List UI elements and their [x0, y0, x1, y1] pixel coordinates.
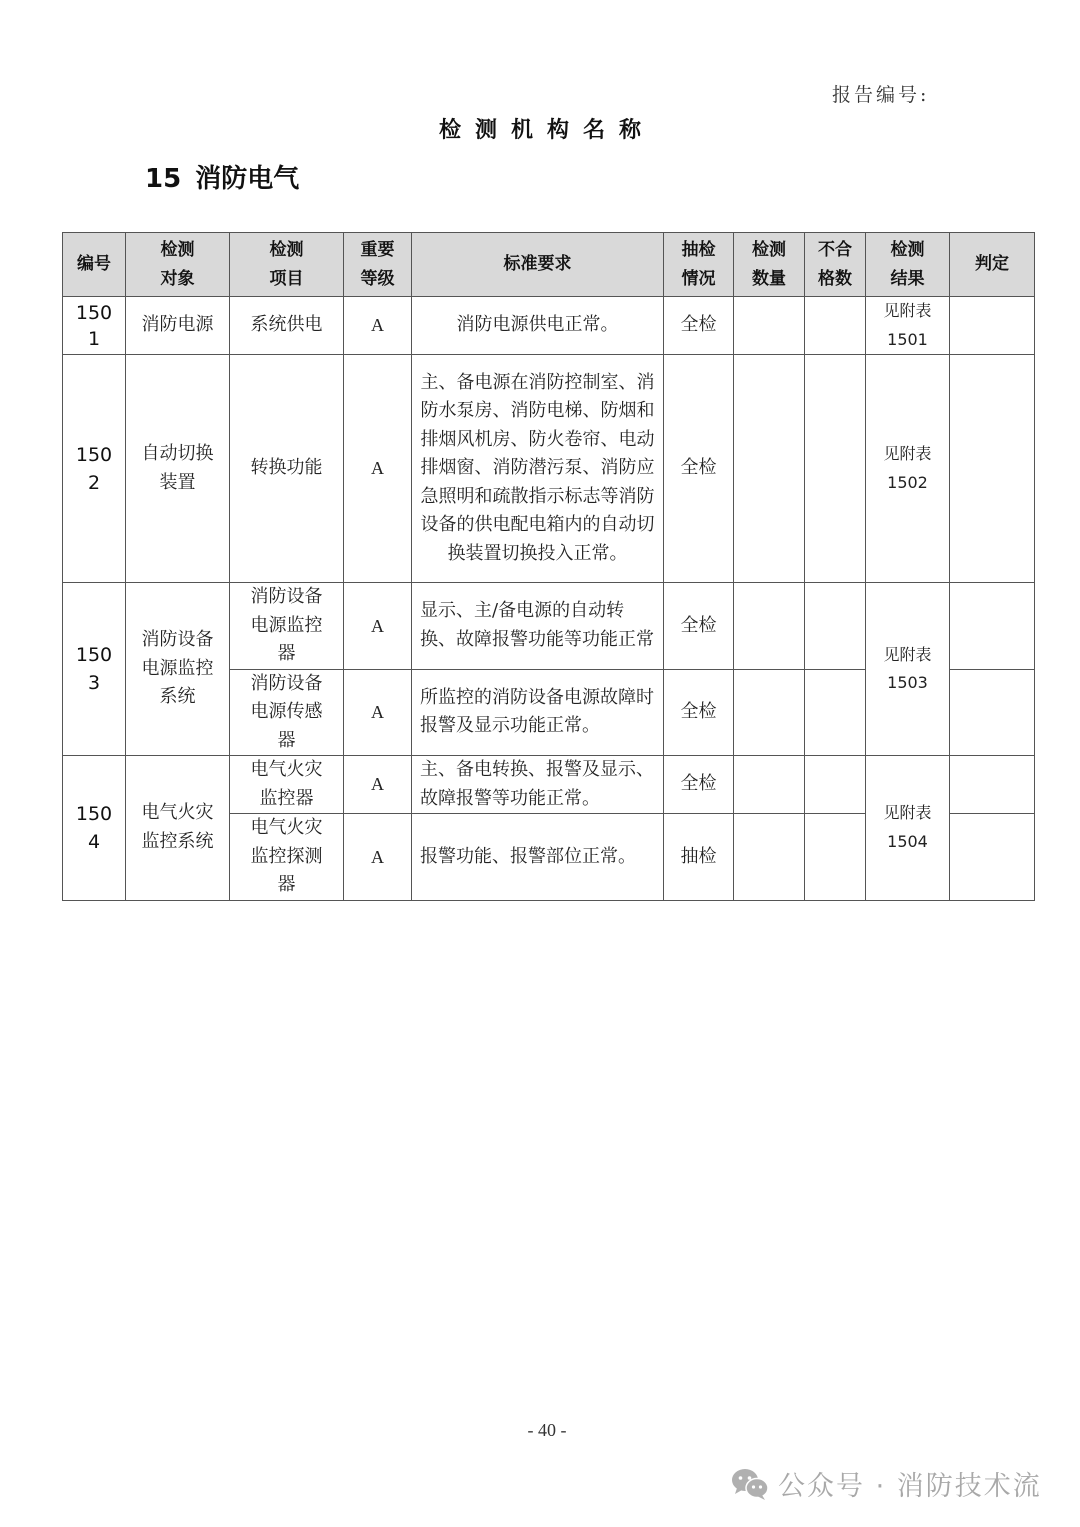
row-judgement[interactable] [950, 814, 1035, 901]
row-sampling: 抽检 [664, 814, 734, 901]
row-quantity[interactable] [734, 669, 805, 756]
row-standard: 报警功能、报警部位正常。 [412, 814, 664, 901]
row-no: 1501 [63, 297, 126, 355]
row-level: A [344, 814, 412, 901]
row-no: 1503 [63, 583, 126, 756]
row-quantity[interactable] [734, 355, 805, 583]
row-sampling: 全检 [664, 583, 734, 670]
table-header-row [63, 233, 1035, 297]
section-name: 消防电气 [195, 164, 300, 194]
header-object: 检测 对象 [126, 233, 230, 297]
header-judgement: 判定 [950, 233, 1035, 297]
row-item: 消防设备电源监控器 [230, 583, 344, 670]
row-unqualified[interactable] [805, 756, 866, 814]
row-item: 系统供电 [230, 297, 344, 355]
row-no: 1504 [63, 756, 126, 901]
section-number: 15 [145, 164, 182, 194]
row-unqualified[interactable] [805, 669, 866, 756]
wechat-icon [730, 1467, 770, 1501]
row-sampling: 全检 [664, 355, 734, 583]
row-result: 见附表 1501 [866, 297, 950, 355]
row-standard: 消防电源供电正常。 [412, 297, 664, 355]
header-unqualified: 不合 格数 [805, 233, 866, 297]
row-quantity[interactable] [734, 814, 805, 901]
row-sampling: 全检 [664, 297, 734, 355]
row-item: 转换功能 [230, 355, 344, 583]
table-row [63, 297, 1035, 355]
row-object: 消防电源 [126, 297, 230, 355]
row-item: 电气火灾监控探测器 [230, 814, 344, 901]
org-name-title: 检测机构名称 [438, 117, 655, 143]
row-standard: 显示、主/备电源的自动转换、故障报警功能等功能正常 [412, 583, 664, 670]
watermark-text: 公众号 · 消防技术流 [778, 1471, 1042, 1502]
row-standard: 主、备电转换、报警及显示、故障报警等功能正常。 [412, 756, 664, 814]
row-no: 1502 [63, 355, 126, 583]
row-unqualified[interactable] [805, 583, 866, 670]
row-level: A [344, 355, 412, 583]
page-number: - 40 - [527, 1420, 567, 1440]
row-quantity[interactable] [734, 756, 805, 814]
row-judgement[interactable] [950, 669, 1035, 756]
table-row [63, 583, 1035, 670]
row-result: 见附表 1504 [866, 756, 950, 901]
row-standard: 主、备电源在消防控制室、消防水泵房、消防电梯、防烟和排烟风机房、防火卷帘、电动排烟窗、消防潜污泵、消防应急照明和疏散指示标志等消防设备的供电配电箱内的自动切换装置切换投入正常。 [412, 355, 664, 583]
watermark [730, 1464, 1042, 1503]
header-result: 检测 结果 [866, 233, 950, 297]
row-result: 见附表 1502 [866, 355, 950, 583]
row-unqualified[interactable] [805, 814, 866, 901]
row-judgement[interactable] [950, 355, 1035, 583]
row-unqualified[interactable] [805, 297, 866, 355]
row-unqualified[interactable] [805, 355, 866, 583]
row-sampling: 全检 [664, 756, 734, 814]
header-no: 编号 [63, 233, 126, 297]
report-number-label: 报告编号: [832, 84, 930, 106]
row-result: 见附表 1503 [866, 583, 950, 756]
row-standard: 所监控的消防设备电源故障时报警及显示功能正常。 [412, 669, 664, 756]
row-item: 消防设备电源传感器 [230, 669, 344, 756]
table-row [63, 756, 1035, 814]
row-sampling: 全检 [664, 669, 734, 756]
row-level: A [344, 583, 412, 670]
row-item: 电气火灾监控器 [230, 756, 344, 814]
row-quantity[interactable] [734, 297, 805, 355]
table-row [63, 355, 1035, 583]
row-quantity[interactable] [734, 583, 805, 670]
header-sampling: 抽检 情况 [664, 233, 734, 297]
header-level: 重要 等级 [344, 233, 412, 297]
row-level: A [344, 756, 412, 814]
row-object: 消防设备电源监控系统 [126, 583, 230, 756]
row-level: A [344, 297, 412, 355]
header-quantity: 检测 数量 [734, 233, 805, 297]
section-title [145, 158, 299, 195]
header-item: 检测 项目 [230, 233, 344, 297]
row-object: 自动切换装置 [126, 355, 230, 583]
row-judgement[interactable] [950, 756, 1035, 814]
inspection-table [62, 232, 1035, 901]
row-level: A [344, 669, 412, 756]
row-judgement[interactable] [950, 297, 1035, 355]
header-standard: 标准要求 [412, 233, 664, 297]
row-object: 电气火灾监控系统 [126, 756, 230, 901]
row-judgement[interactable] [950, 583, 1035, 670]
